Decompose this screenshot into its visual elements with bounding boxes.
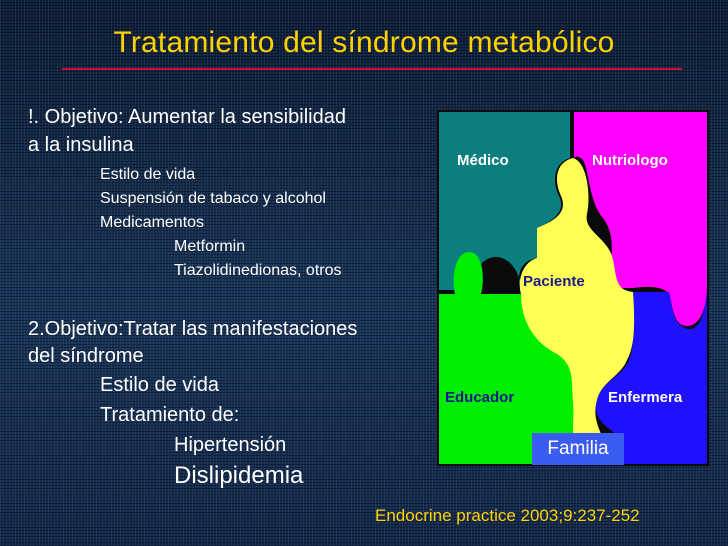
objective1-heading-line2: a la insulina	[28, 134, 134, 156]
familia-box: Familia	[532, 433, 624, 465]
puzzle-label-medico: Médico	[457, 152, 509, 169]
objective2-item: Tratamiento de:	[100, 404, 240, 426]
objective1-item: Medicamentos	[100, 214, 205, 231]
puzzle-label-nutriologo: Nutriologo	[592, 152, 668, 169]
objective1-subitem: Metformin	[174, 238, 246, 255]
reference-citation: Endocrine practice 2003;9:237-252	[375, 506, 640, 525]
objective2-subitem: Hipertensión	[174, 434, 287, 456]
objective1-subitem: Tiazolidinedionas, otros	[174, 262, 342, 279]
objective1-item: Estilo de vida	[100, 166, 196, 183]
objective2-heading-line2: del síndrome	[28, 345, 144, 367]
puzzle-label-educador: Educador	[445, 389, 515, 406]
objective2-heading-line1: 2.Objetivo:Tratar las manifestaciones	[28, 318, 358, 340]
objective1-heading-line1: !. Objetivo: Aumentar la sensibilidad	[28, 106, 346, 128]
objective2-subitem: Dislipidemia	[174, 462, 304, 489]
title-underline	[62, 68, 682, 70]
puzzle-label-paciente: Paciente	[523, 273, 585, 290]
objective2-item: Estilo de vida	[100, 374, 219, 396]
objective1-item: Suspensión de tabaco y alcohol	[100, 190, 326, 207]
puzzle-label-enfermera: Enfermera	[608, 389, 683, 406]
slide-title: Tratamiento del síndrome metabólico	[113, 26, 615, 59]
care-team-puzzle-diagram	[437, 110, 709, 466]
